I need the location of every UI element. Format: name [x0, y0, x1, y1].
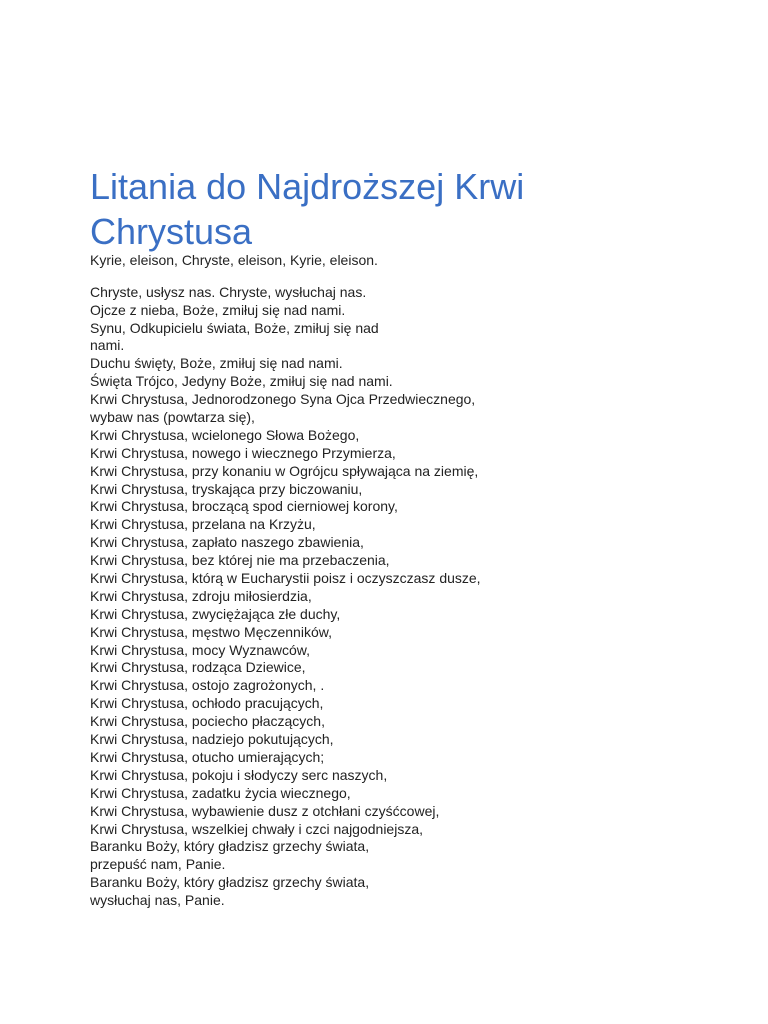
litany-line: Baranku Boży, który gładzisz grzechy świata,	[90, 838, 370, 855]
litany-line: Baranku Boży, który gładzisz grzechy świata,	[90, 874, 370, 891]
litany-line: Krwi Chrystusa, pokoju i słodyczy serc naszych,	[90, 766, 388, 783]
litany-line: Krwi Chrystusa, przy konaniu w Ogrójcu spływająca na ziemię,	[90, 462, 479, 479]
litany-line: Krwi Chrystusa, zadatku życia wiecznego,	[90, 784, 351, 801]
litany-line: Święta Trójco, Jedyny Boże, zmiłuj się nad nami.	[90, 373, 393, 390]
litany-line: Duchu święty, Boże, zmiłuj się nad nami.	[90, 355, 343, 372]
litany-line: Krwi Chrystusa, bez której nie ma przebaczenia,	[90, 552, 390, 569]
litany-line: Krwi Chrystusa, pociecho płaczących,	[90, 713, 325, 730]
intro-line: Kyrie, eleison, Chryste, eleison, Kyrie, eleison.	[90, 252, 378, 268]
litany-lines	[90, 284, 730, 910]
litany-text	[90, 252, 730, 910]
page-title: Litania do Najdroższej Krwi Chrystusa	[90, 166, 525, 252]
litany-line: wysłuchaj nas, Panie.	[90, 892, 225, 909]
litany-line: Krwi Chrystusa, Jednorodzonego Syna Ojca Przedwiecznego,	[90, 391, 476, 408]
litany-line: Krwi Chrystusa, ostojo zagrożonych, .	[90, 677, 325, 694]
litany-line: Synu, Odkupicielu świata, Boże, zmiłuj się nad	[90, 319, 379, 336]
litany-line: Krwi Chrystusa, zdroju miłosierdzia,	[90, 587, 312, 604]
litany-line: Krwi Chrystusa, zwyciężająca złe duchy,	[90, 605, 341, 622]
litany-line: wybaw nas (powtarza się),	[90, 409, 255, 426]
litany-line: Ojcze z nieba, Boże, zmiłuj się nad nami.	[90, 301, 346, 318]
litany-line: Krwi Chrystusa, którą w Eucharystii poisz i oczyszczasz dusze,	[90, 570, 481, 587]
litany-line: Chryste, usłysz nas. Chryste, wysłuchaj nas.	[90, 283, 367, 300]
litany-line: Krwi Chrystusa, męstwo Męczenników,	[90, 623, 332, 640]
litany-line: Krwi Chrystusa, rodząca Dziewice,	[90, 659, 306, 676]
litany-line: Krwi Chrystusa, broczącą spod cierniowej korony,	[90, 498, 398, 515]
litany-line: Krwi Chrystusa, nadziejo pokutujących,	[90, 731, 334, 748]
litany-line: Krwi Chrystusa, tryskająca przy biczowaniu,	[90, 480, 363, 497]
litany-line: przepuść nam, Panie.	[90, 856, 226, 873]
litany-line: Krwi Chrystusa, wcielonego Słowa Bożego,	[90, 426, 360, 443]
litany-line: Krwi Chrystusa, nowego i wiecznego Przymierza,	[90, 444, 396, 461]
litany-line: Krwi Chrystusa, przelana na Krzyżu,	[90, 516, 316, 533]
litany-line: Krwi Chrystusa, zapłato naszego zbawienia,	[90, 534, 364, 551]
litany-line: Krwi Chrystusa, mocy Wyznawców,	[90, 641, 311, 658]
litany-line: Krwi Chrystusa, wszelkiej chwały i czci najgodniejsza,	[90, 820, 424, 837]
paragraph-gap	[90, 270, 730, 284]
litany-line: Krwi Chrystusa, otucho umierających;	[90, 748, 325, 765]
litany-line: Krwi Chrystusa, wybawienie dusz z otchłani czyśćcowej,	[90, 802, 440, 819]
litany-line: Krwi Chrystusa, ochłodo pracujących,	[90, 695, 324, 712]
litany-line: nami.	[90, 337, 125, 354]
